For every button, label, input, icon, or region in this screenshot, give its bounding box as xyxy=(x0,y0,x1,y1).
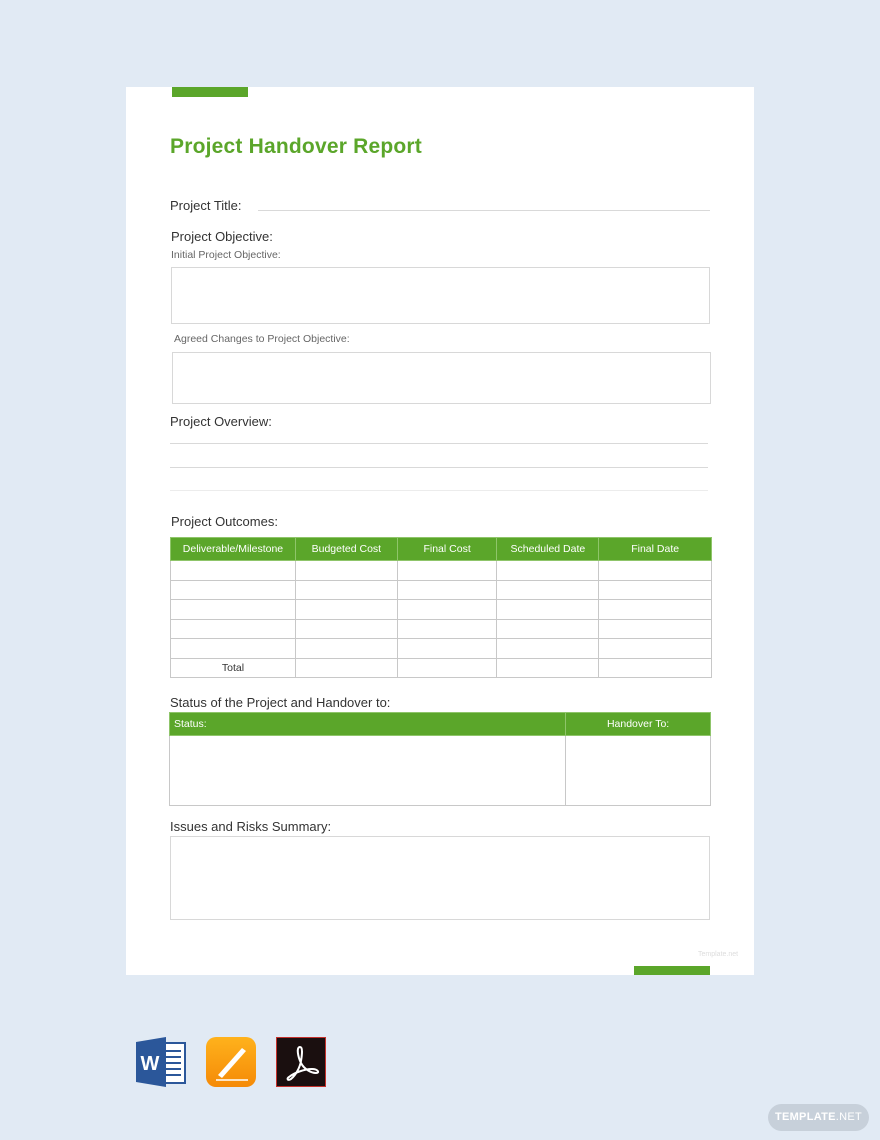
total-label: Total xyxy=(171,658,296,678)
status-heading: Status of the Project and Handover to: xyxy=(170,695,391,710)
status-table xyxy=(169,712,711,806)
status-field[interactable] xyxy=(170,736,566,806)
project-title-field[interactable] xyxy=(258,210,710,211)
col-budgeted-cost: Budgeted Cost xyxy=(295,538,397,561)
overview-line-1[interactable] xyxy=(170,443,708,444)
col-final-cost: Final Cost xyxy=(397,538,497,561)
col-scheduled-date: Scheduled Date xyxy=(497,538,599,561)
status-col-label: Status: xyxy=(170,713,566,736)
accent-bar-top xyxy=(172,87,248,97)
svg-text:W: W xyxy=(140,1053,160,1075)
overview-heading: Project Overview: xyxy=(170,414,272,429)
accent-bar-bottom xyxy=(634,966,710,975)
col-deliverable: Deliverable/Milestone xyxy=(171,538,296,561)
table-row xyxy=(171,619,712,639)
table-row xyxy=(171,561,712,581)
col-final-date: Final Date xyxy=(599,538,712,561)
outcomes-table xyxy=(170,537,712,678)
initial-objective-field[interactable] xyxy=(171,267,710,324)
issues-heading: Issues and Risks Summary: xyxy=(170,819,332,834)
initial-objective-label: Initial Project Objective: xyxy=(171,249,281,261)
table-row xyxy=(171,600,712,620)
overview-line-3[interactable] xyxy=(170,490,708,491)
table-row xyxy=(171,580,712,600)
pages-icon[interactable] xyxy=(206,1037,256,1087)
template-net-badge[interactable]: TEMPLATE.NET xyxy=(768,1104,869,1131)
pdf-icon[interactable] xyxy=(276,1037,326,1087)
watermark: Template.net xyxy=(698,951,739,958)
handover-field[interactable] xyxy=(566,736,711,806)
total-row xyxy=(171,658,712,678)
issues-field[interactable] xyxy=(170,836,710,920)
outcomes-heading: Project Outcomes: xyxy=(171,514,278,529)
agreed-changes-field[interactable] xyxy=(172,352,711,404)
document-title: Project Handover Report xyxy=(170,135,422,158)
word-icon[interactable] xyxy=(136,1037,186,1087)
handover-col-label: Handover To: xyxy=(566,713,711,736)
overview-line-2[interactable] xyxy=(170,467,708,468)
document-page xyxy=(126,87,754,975)
project-title-label: Project Title: xyxy=(170,198,242,213)
agreed-changes-label: Agreed Changes to Project Objective: xyxy=(174,333,350,345)
objective-heading: Project Objective: xyxy=(171,229,273,244)
table-row xyxy=(171,639,712,659)
